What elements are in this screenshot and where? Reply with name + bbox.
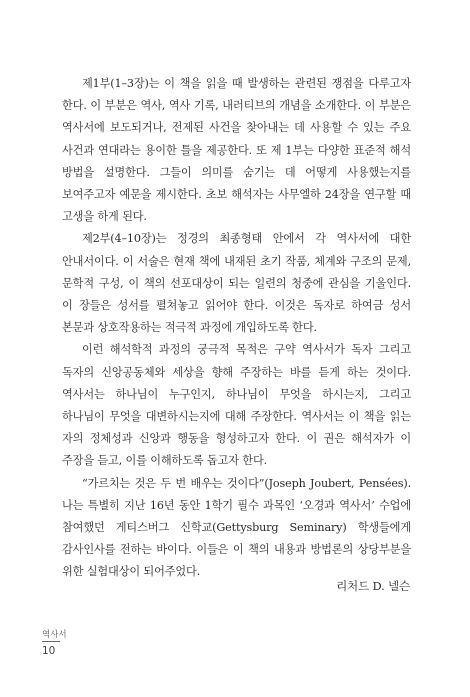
- body-text: [62, 73, 411, 584]
- paragraph-hermeneutic-goal: 이런 해석학적 과정의 궁극적 목적은 구약 역사서가 독자 그리고 독자의 신앙공동체와 세상을 향해 주장하는 바를 듣게 하는 것이다. 역사서는 하나님이 누구인지, 하나님이 무엇을 하시는지, 그리고 하나님이 무엇을 대변하시는지에 대해 주장한다. 역사서는 이 책을 읽는 자의 정체성과 신앙과 행동을 형성하고자 한다. 이 권은 해석자가 이 주장을 듣고, 이를 이해하도록 돕고자 한다.: [62, 343, 411, 468]
- running-title: 역사서: [42, 630, 67, 640]
- paragraph-acknowledgement: “가르치는 것은 두 번 배우는 것이다”(Joseph Joubert, Pensées). 나는 특별히 지난 16년 동안 1학기 필수 과목인 ‘오경과 역사서’ 수업에 참여했던 게티스버그 신학교(Gettysburg Seminary) 학생들에게 감사인사를 전하는 바이다. 이들은 이 책의 내용과 방법론의 상당부분을 위한 실험대상이 되어주었다.: [62, 476, 411, 579]
- paragraph-part-one: 제1부(1–3장)는 이 책을 읽을 때 발생하는 관련된 쟁점을 다루고자 한다. 이 부분은 역사, 역사 기록, 내러티브의 개념을 소개한다. 이 부분은 역사서에 보도되거나, 전제된 사건을 찾아내는 데 사용할 수 있는 주요 사건과 연대라는 용이한 틀을 제공한다. 또 제 1부는 다양한 표준적 해석 방법을 설명한다. 그들이 의미를 숨기는 데 어떻게 사용했는지를 보여주고자 예문을 제시한다. 초보 해석자는 사무엘하 24장을 연구할 때 고생을 하게 된다.: [62, 77, 411, 224]
- author-signature: 리처드 D. 넬슨: [336, 579, 410, 593]
- page-number: 10: [42, 645, 56, 657]
- footer-rule: [42, 641, 60, 642]
- paragraph-part-two: 제2부(4–10장)는 정경의 최종형태 안에서 각 역사서에 대한 안내서이다. 이 서술은 현재 책에 내재된 초기 작품, 체계와 구조의 문제, 문학적 구성, 이 책의 선포대상이 되는 일련의 청중에 관심을 기울인다. 이 장들은 성서를 펼쳐놓고 읽어야 한다. 이것은 독자로 하여금 성서 본문과 상호작용하는 적극적 과정에 개입하도록 한다.: [62, 232, 411, 335]
